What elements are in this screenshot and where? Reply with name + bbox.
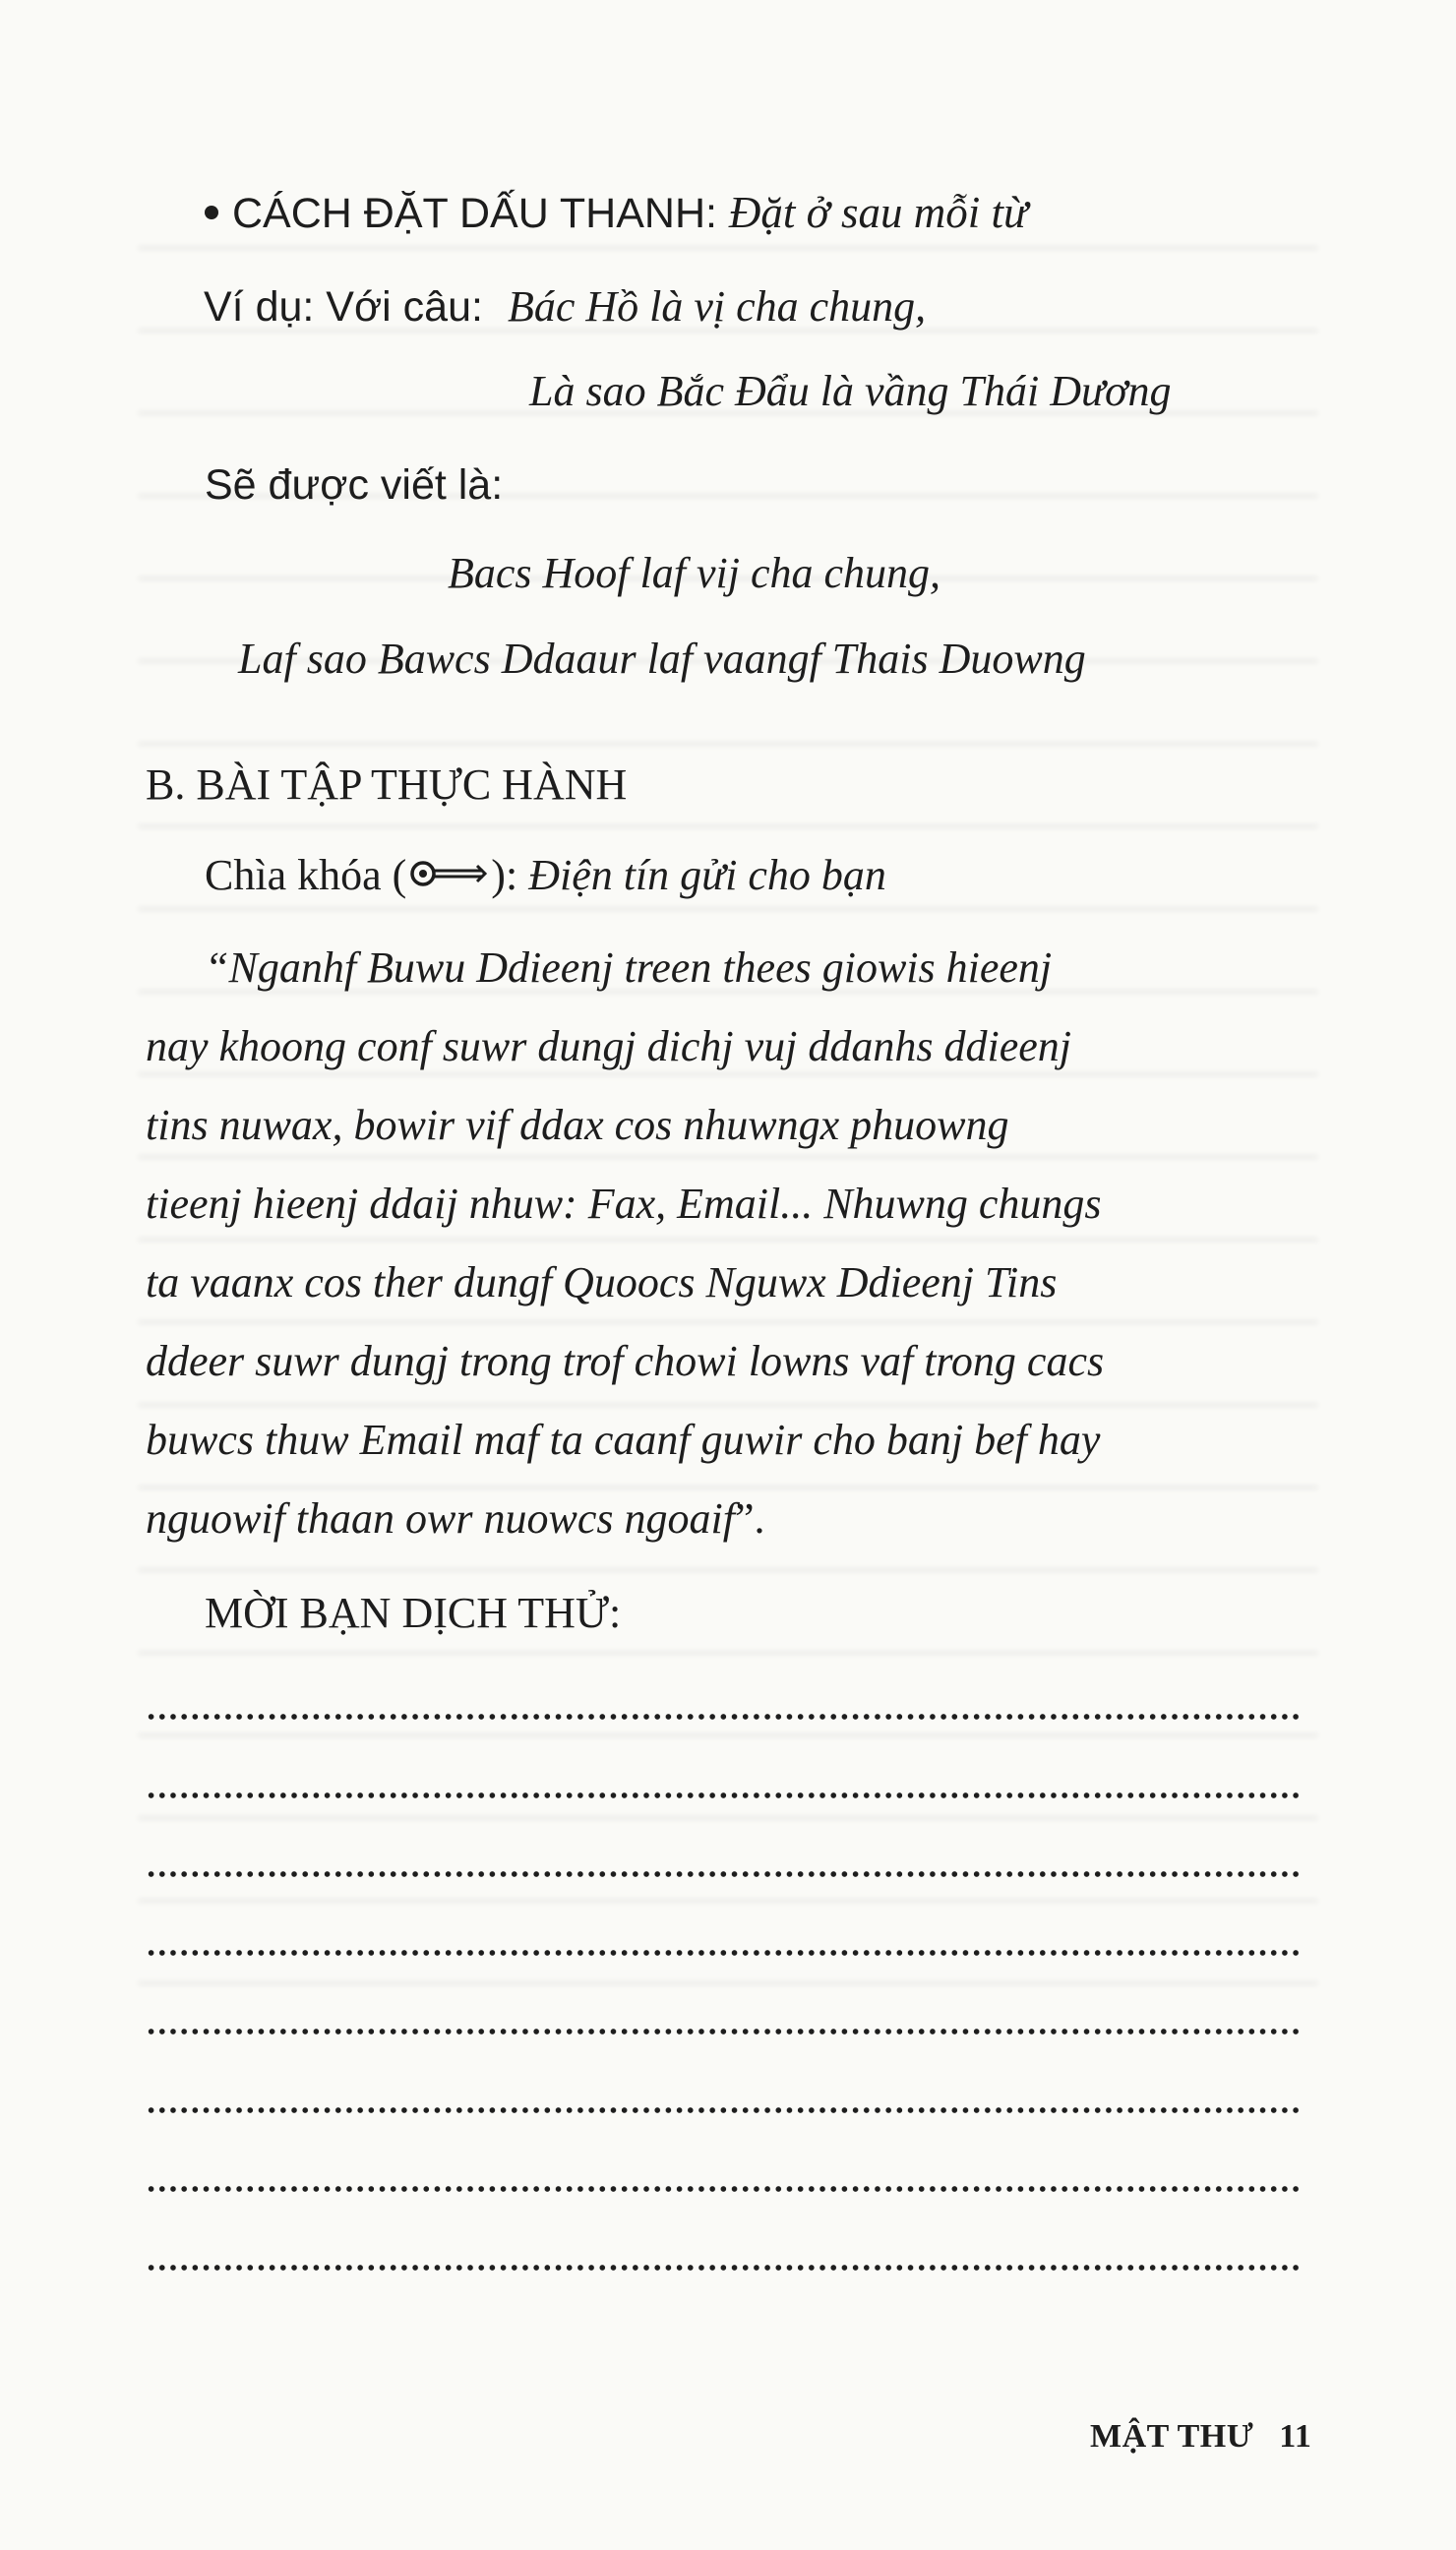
- message-line-2: nay khoong conf suwr dungj dichj vuj ddanhs ddieenj: [146, 1022, 1071, 1070]
- page-footer: [1090, 2418, 1311, 2456]
- tone-rule-text: Đặt ở sau mỗi từ: [728, 188, 1028, 237]
- answer-line[interactable]: [146, 2105, 1303, 2115]
- message-line-6: ddeer suwr dungj trong trof chowi lowns vaf trong cacs: [146, 1337, 1105, 1385]
- answer-line[interactable]: [146, 1712, 1303, 1722]
- key-hint: Điện tín gửi cho bạn: [528, 851, 886, 899]
- message-line-7: buwcs thuw Email maf ta caanf guwir cho banj bef hay: [146, 1416, 1101, 1464]
- key-suffix: ):: [491, 851, 518, 899]
- answer-line[interactable]: [146, 1869, 1303, 1879]
- example-verse-2: Là sao Bắc Đẩu là vầng Thái Dương: [529, 367, 1172, 415]
- message-line-4: tieenj hieenj ddaij nhuw: Fax, Email... Nhuwng chungs: [146, 1180, 1102, 1228]
- answer-line[interactable]: [146, 2027, 1303, 2036]
- page-number: 11: [1279, 2418, 1312, 2455]
- example-verse-1: Bác Hồ là vị cha chung,: [507, 282, 927, 331]
- message-line-5: ta vaanx cos ther dungf Quoocs Nguwx Ddieenj Tins: [146, 1258, 1058, 1306]
- footer-title: MẬT THƯ: [1090, 2418, 1254, 2455]
- bullet-icon: [205, 206, 218, 219]
- message-close-quote: ”.: [734, 1494, 765, 1543]
- message-line-8: [146, 1491, 764, 1547]
- answer-line[interactable]: [146, 2263, 1303, 2273]
- answer-line[interactable]: [146, 1791, 1303, 1800]
- example-label: Ví dụ: Với câu:: [204, 283, 483, 331]
- message-line-3: tins nuwax, bowir vif ddax cos nhuwngx phuowng: [146, 1101, 1009, 1149]
- invite-heading: MỜI BẠN DỊCH THỬ:: [205, 1589, 622, 1637]
- key-icon: [408, 849, 489, 904]
- tone-rule-line: [205, 185, 1028, 241]
- encoded-verse-1: Bacs Hoof laf vij cha chung,: [448, 549, 941, 597]
- tone-rule-heading: CÁCH ĐẶT DẤU THANH:: [232, 190, 717, 237]
- key-line: [205, 848, 886, 907]
- message-last-text: nguowif thaan owr nuowcs ngoaif: [146, 1494, 735, 1543]
- key-prefix: Chìa khóa (: [205, 851, 407, 899]
- answer-line[interactable]: [146, 1948, 1303, 1958]
- encoded-verse-2: Laf sao Bawcs Ddaaur laf vaangf Thais Duowng: [238, 635, 1086, 683]
- message-line-1: “Nganhf Buwu Ddieenj treen thees giowis hieenj: [205, 943, 1053, 992]
- written-label: Sẽ được viết là:: [205, 461, 504, 509]
- section-title: B. BÀI TẬP THỰC HÀNH: [146, 760, 628, 809]
- example-line-1: [204, 279, 926, 334]
- answer-line[interactable]: [146, 2184, 1303, 2194]
